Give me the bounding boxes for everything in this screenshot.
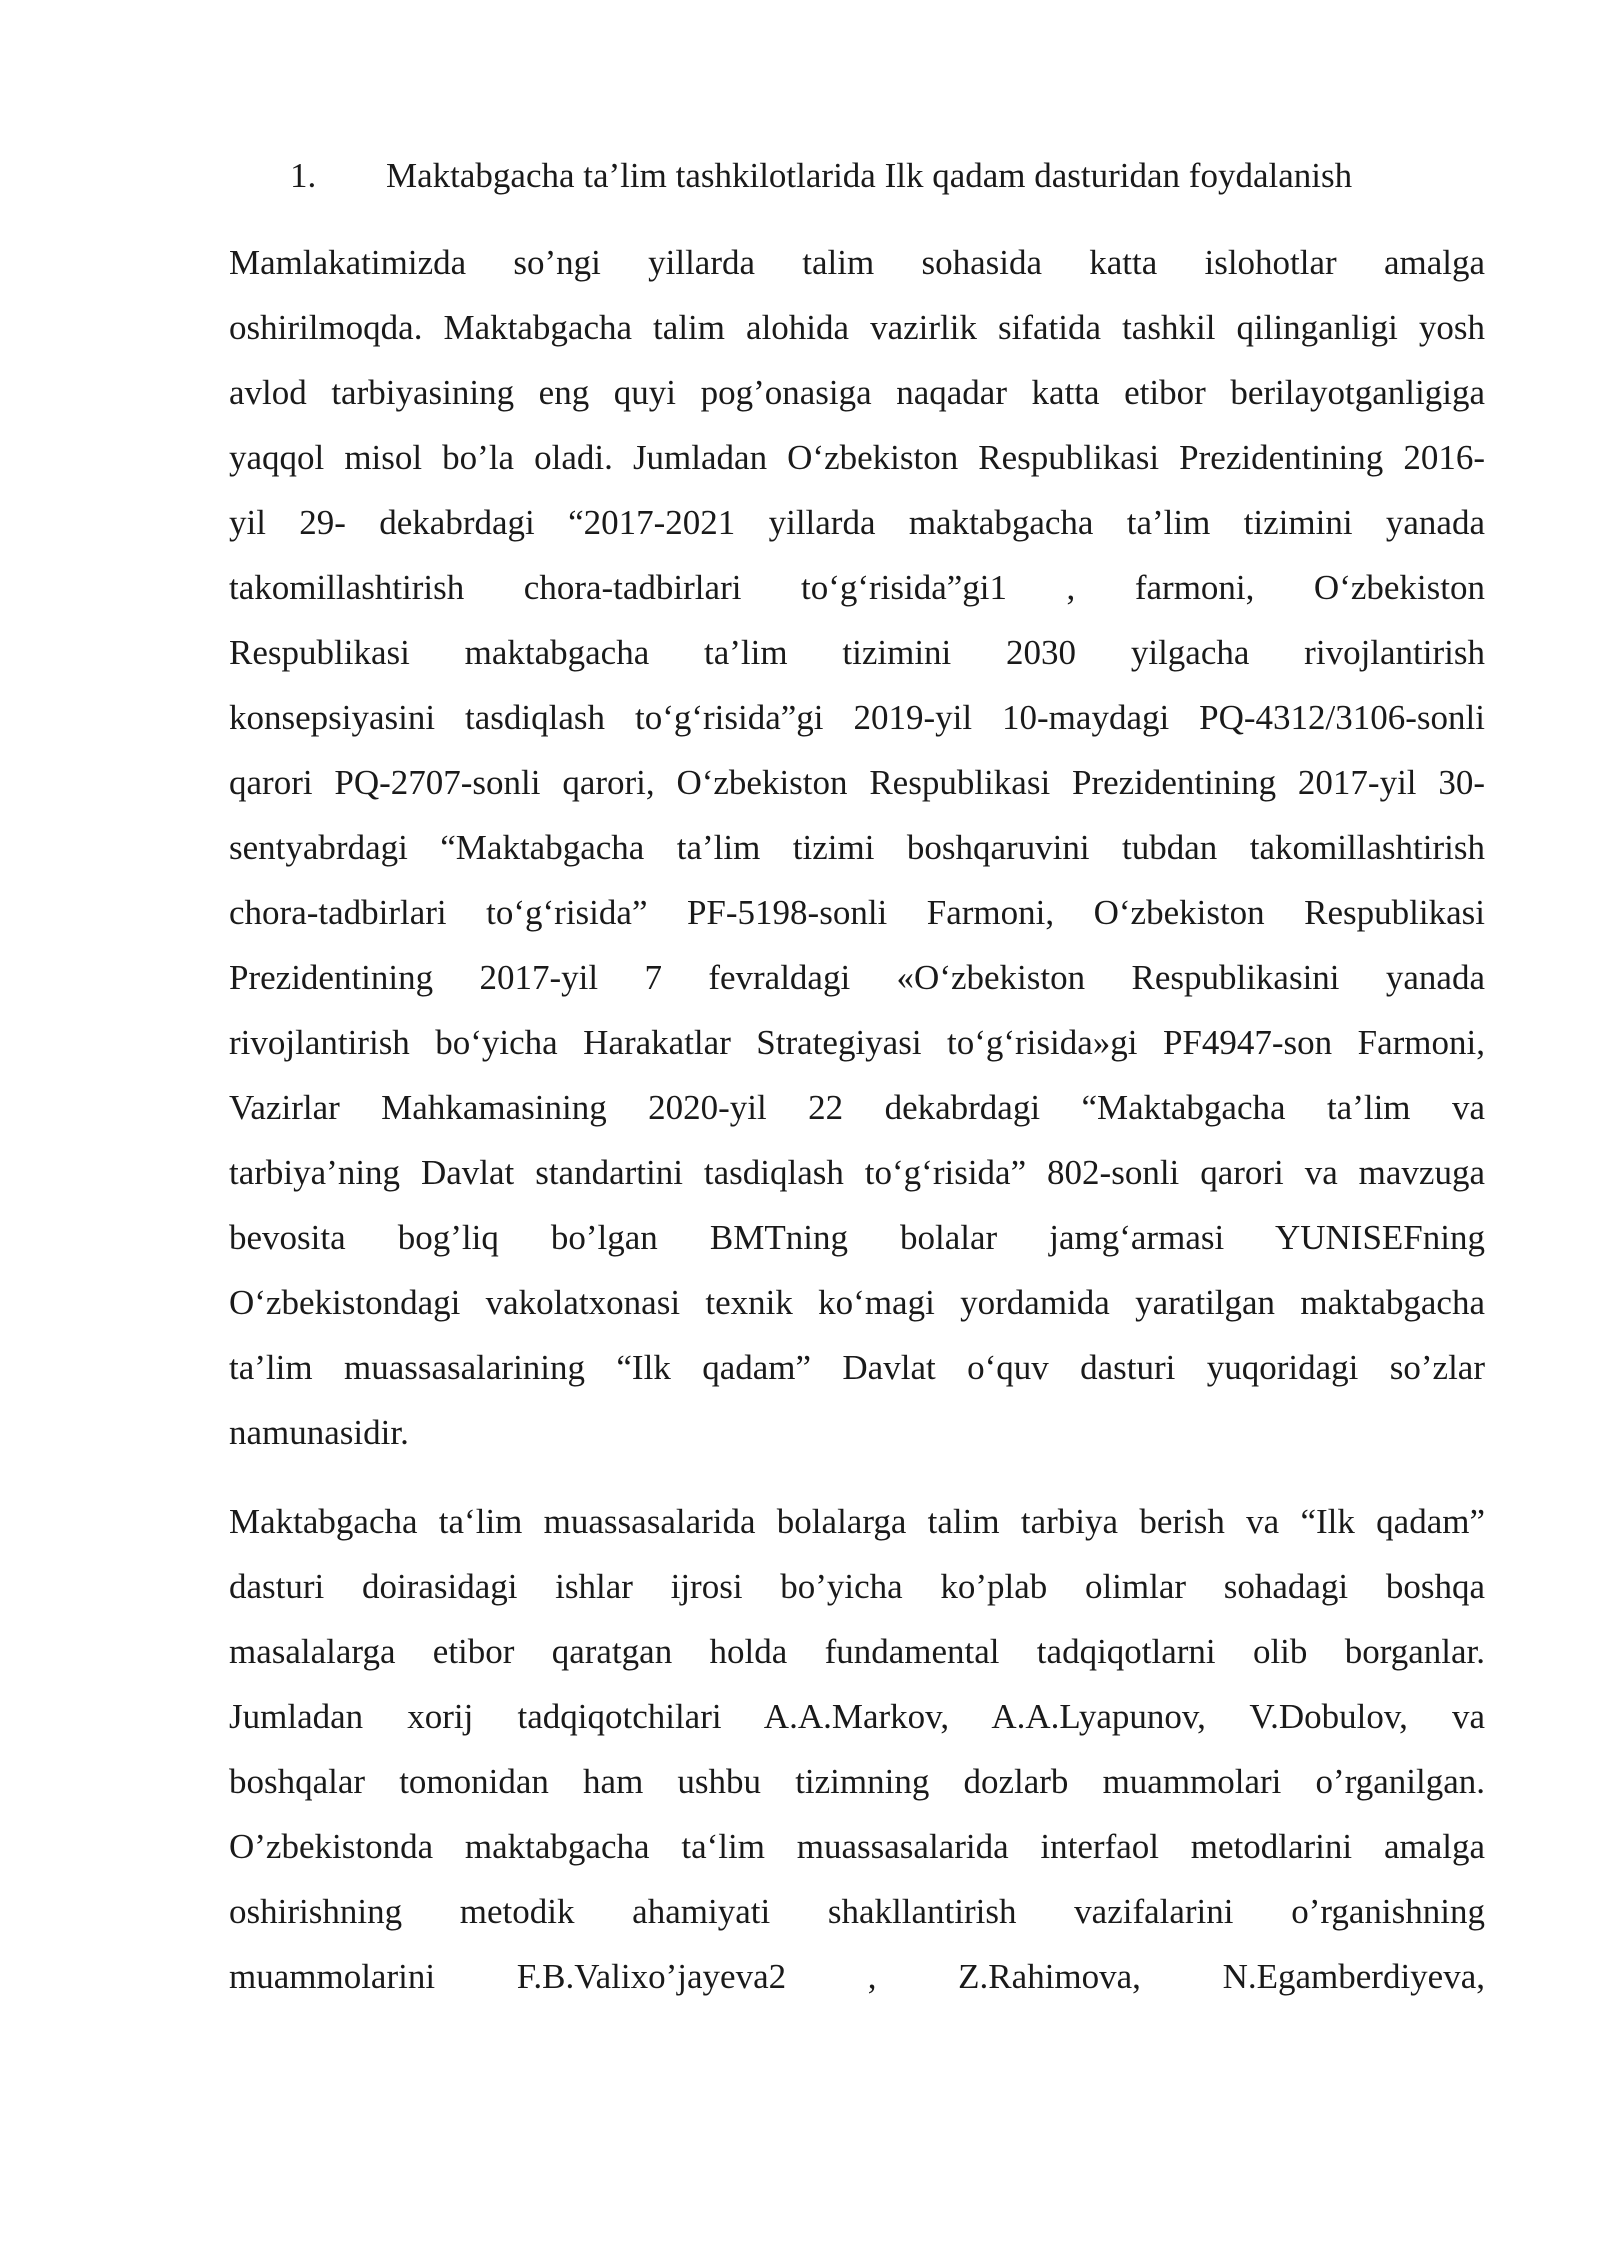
text-line: tarbiya’ning Davlat standartini tasdiqlash to‘g‘risida” 802-sonli qarori va mavzuga	[229, 1153, 1485, 1192]
text-line: namunasidir.	[229, 1413, 409, 1452]
text-line: chora-tadbirlari to‘g‘risida” PF-5198-sonli Farmoni, O‘zbekiston Respublikasi	[229, 893, 1485, 932]
text-line: Respublikasi maktabgacha ta’lim tizimini 2030 yilgacha rivojlantirish	[229, 633, 1485, 672]
text-line: Jumladan xorij tadqiqotchilari A.A.Markov, A.A.Lyapunov, V.Dobulov, va	[229, 1697, 1485, 1736]
text-line: Vazirlar Mahkamasining 2020-yil 22 dekabrdagi “Maktabgacha ta’lim va	[229, 1088, 1485, 1127]
text-line: sentyabrdagi “Maktabgacha ta’lim tizimi boshqaruvini tubdan takomillashtirish	[229, 828, 1485, 867]
text-line: takomillashtirish chora-tadbirlari to‘g‘risida”gi1 , farmoni, O‘zbekiston	[229, 568, 1485, 607]
text-line: oshirishning metodik ahamiyati shakllantirish vazifalarini o’rganishning	[229, 1892, 1485, 1931]
text-line: avlod tarbiyasining eng quyi pog’onasiga naqadar katta etibor berilayotganligiga	[229, 373, 1485, 412]
text-line: muammolarini F.B.Valixo’jayeva2 , Z.Rahimova, N.Egamberdiyeva,	[229, 1957, 1485, 1996]
section-heading	[290, 150, 1490, 202]
text-line: O’zbekistonda maktabgacha ta‘lim muassasalarida interfaol metodlarini amalga	[229, 1827, 1485, 1866]
text-line: yil 29- dekabrdagi “2017-2021 yillarda maktabgacha ta’lim tizimini yanada	[229, 503, 1485, 542]
text-line: masalalarga etibor qaratgan holda fundamental tadqiqotlarni olib borganlar.	[229, 1632, 1485, 1671]
text-line: Prezidentining 2017-yil 7 fevraldagi «O‘zbekiston Respublikasini yanada	[229, 958, 1485, 997]
text-line: oshirilmoqda. Maktabgacha talim alohida vazirlik sifatida tashkil qilinganligi yosh	[229, 308, 1485, 347]
text-line: rivojlantirish bo‘yicha Harakatlar Strategiyasi to‘g‘risida»gi PF4947-son Farmoni,	[229, 1023, 1485, 1062]
section-number: 1.	[290, 156, 317, 195]
text-line: ta’lim muassasalarining “Ilk qadam” Davlat o‘quv dasturi yuqoridagi so’zlar	[229, 1348, 1485, 1387]
section-title: Maktabgacha ta’lim tashkilotlarida Ilk qadam dasturidan foydalanish	[386, 156, 1353, 195]
text-line: bevosita bog’liq bo’lgan BMTning bolalar jamg‘armasi YUNISEFning	[229, 1218, 1485, 1257]
text-line: dasturi doirasidagi ishlar ijrosi bo’yicha ko’plab olimlar sohadagi boshqa	[229, 1567, 1485, 1606]
text-line: konsepsiyasini tasdiqlash to‘g‘risida”gi 2019-yil 10-maydagi PQ-4312/3106-sonli	[229, 698, 1485, 737]
text-line: boshqalar tomonidan ham ushbu tizimning dozlarb muammolari o’rganilgan.	[229, 1762, 1485, 1801]
text-line: Maktabgacha ta‘lim muassasalarida bolalarga talim tarbiya berish va “Ilk qadam”	[229, 1502, 1485, 1541]
text-line: O‘zbekistondagi vakolatxonasi texnik ko‘magi yordamida yaratilgan maktabgacha	[229, 1283, 1485, 1322]
text-line: yaqqol misol bo’la oladi. Jumladan O‘zbekiston Respublikasi Prezidentining 2016-	[229, 438, 1485, 477]
paragraph-2	[229, 1489, 1485, 2009]
text-line: Mamlakatimizda so’ngi yillarda talim sohasida katta islohotlar amalga	[229, 243, 1485, 282]
paragraph-1	[229, 230, 1485, 1465]
text-line: qarori PQ-2707-sonli qarori, O‘zbekiston Respublikasi Prezidentining 2017-yil 30-	[229, 763, 1485, 802]
